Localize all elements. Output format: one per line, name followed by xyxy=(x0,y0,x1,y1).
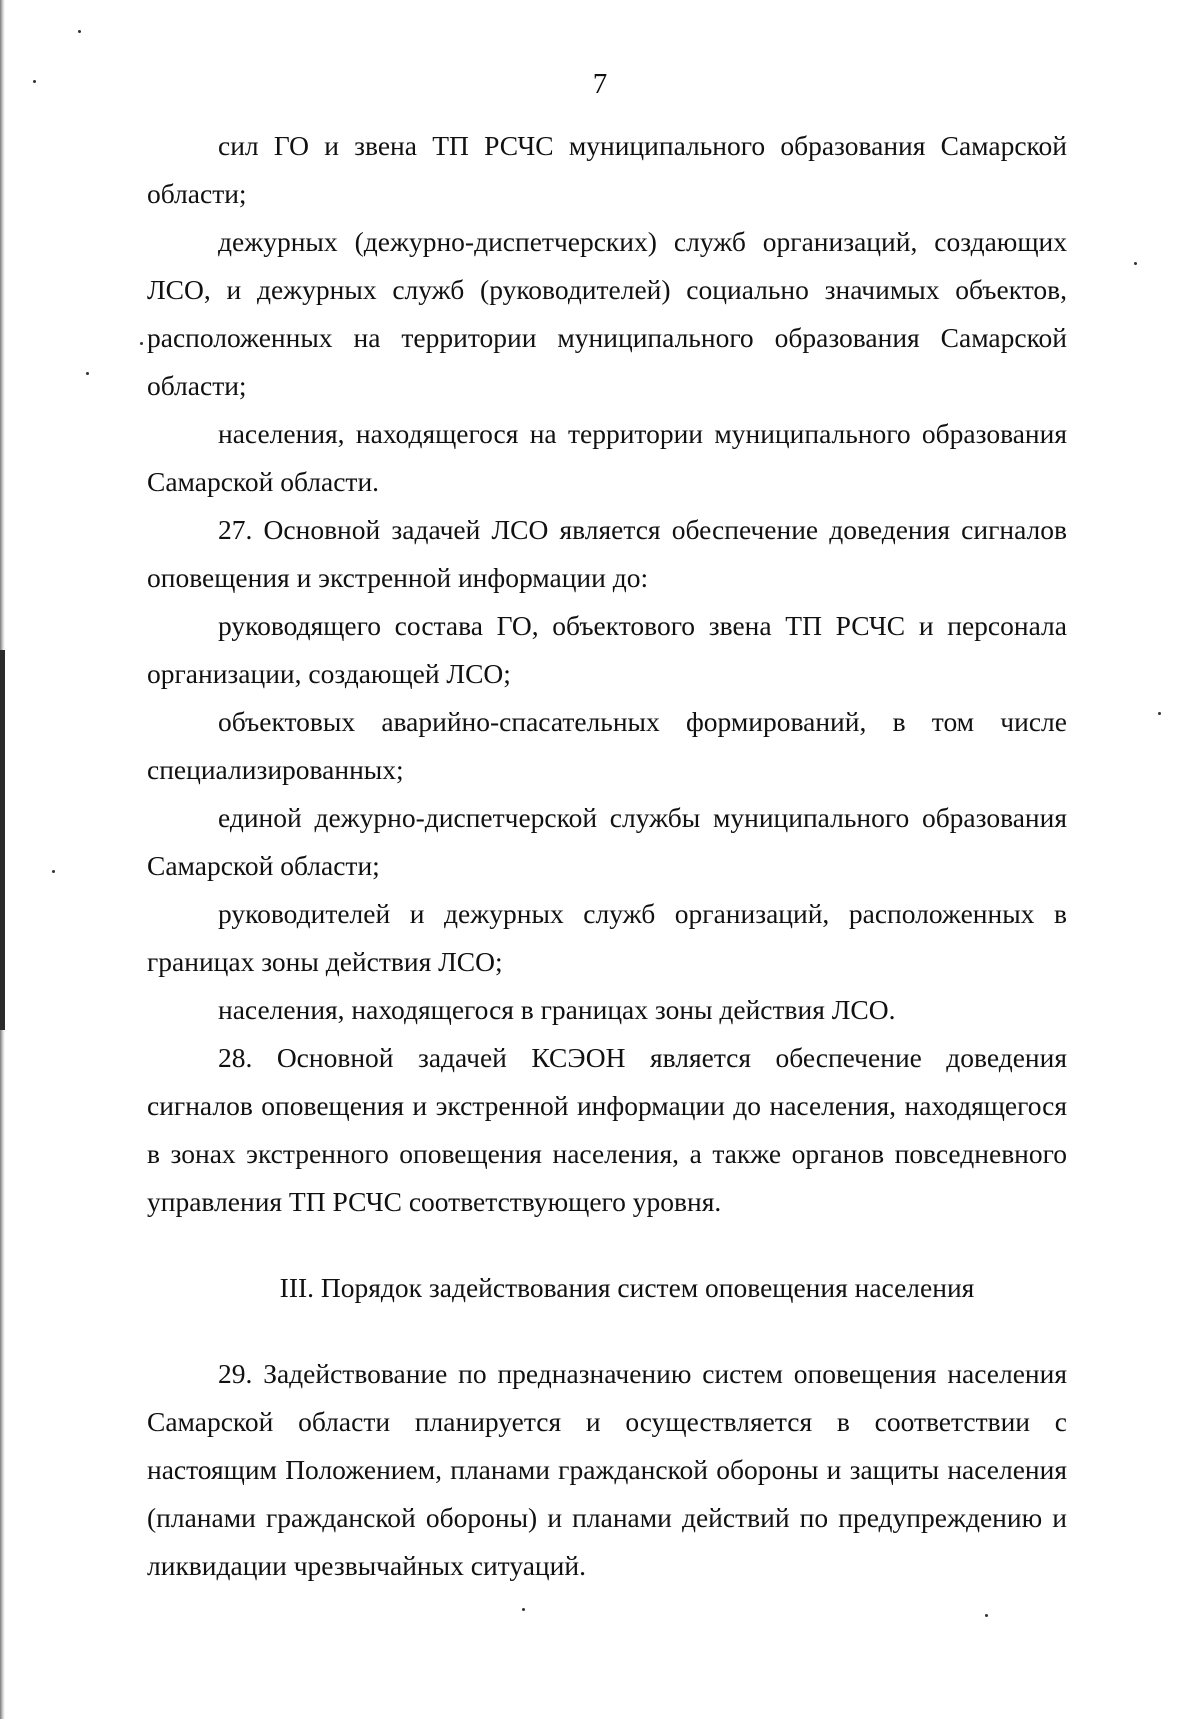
scan-speck xyxy=(140,342,143,345)
scan-edge-band xyxy=(0,650,5,1030)
scan-speck xyxy=(1158,712,1161,715)
scan-speck xyxy=(522,1608,525,1611)
paragraph: единой дежурно-диспетчерской службы муниципального образования Самарской области; xyxy=(147,802,1067,881)
paragraph: объектовых аварийно-спасательных формирований, в том числе специализированных; xyxy=(147,706,1067,785)
paragraph: 28. Основной задачей КСЭОН является обеспечение доведения сигналов оповещения и экстренной информации до населения, находящегося в зонах экстренного оповещения населения, а также органов повседневного управления ТП РСЧС соответствующего уровня. xyxy=(147,1042,1067,1217)
scan-speck xyxy=(52,870,55,873)
paragraph: руководителей и дежурных служб организаций, расположенных в границах зоны действия ЛСО; xyxy=(147,898,1067,977)
scan-speck xyxy=(78,30,81,33)
scan-speck xyxy=(985,1614,988,1617)
paragraph: руководящего состава ГО, объектового звена ТП РСЧС и персонала организации, создающей ЛСО; xyxy=(147,610,1067,689)
paragraph: 29. Задействование по предназначению систем оповещения населения Самарской области планируется и осуществляется в соответствии с настоящим Положением, планами гражданской обороны и защиты населения (планами гражданской обороны) и планами действий по предупреждению и ликвидации чрезвычайных ситуаций. xyxy=(147,1358,1067,1581)
document-body xyxy=(147,122,1067,1590)
paragraph: сил ГО и звена ТП РСЧС муниципального образования Самарской области; xyxy=(147,130,1067,209)
paragraph: населения, находящегося на территории муниципального образования Самарской области. xyxy=(147,418,1067,497)
scan-speck xyxy=(1134,262,1137,265)
paragraph: 27. Основной задачей ЛСО является обеспечение доведения сигналов оповещения и экстренной информации до: xyxy=(147,514,1067,593)
scan-speck xyxy=(86,372,89,375)
page-number: 7 xyxy=(592,68,608,100)
paragraph: дежурных (дежурно-диспетчерских) служб организаций, создающих ЛСО, и дежурных служб (руководителей) социально значимых объектов, расположенных на территории муниципального образования Самарской области; xyxy=(147,226,1067,401)
section-heading: III. Порядок задействования систем оповещения населения xyxy=(279,1272,975,1303)
paragraph: населения, находящегося в границах зоны действия ЛСО. xyxy=(218,994,896,1025)
